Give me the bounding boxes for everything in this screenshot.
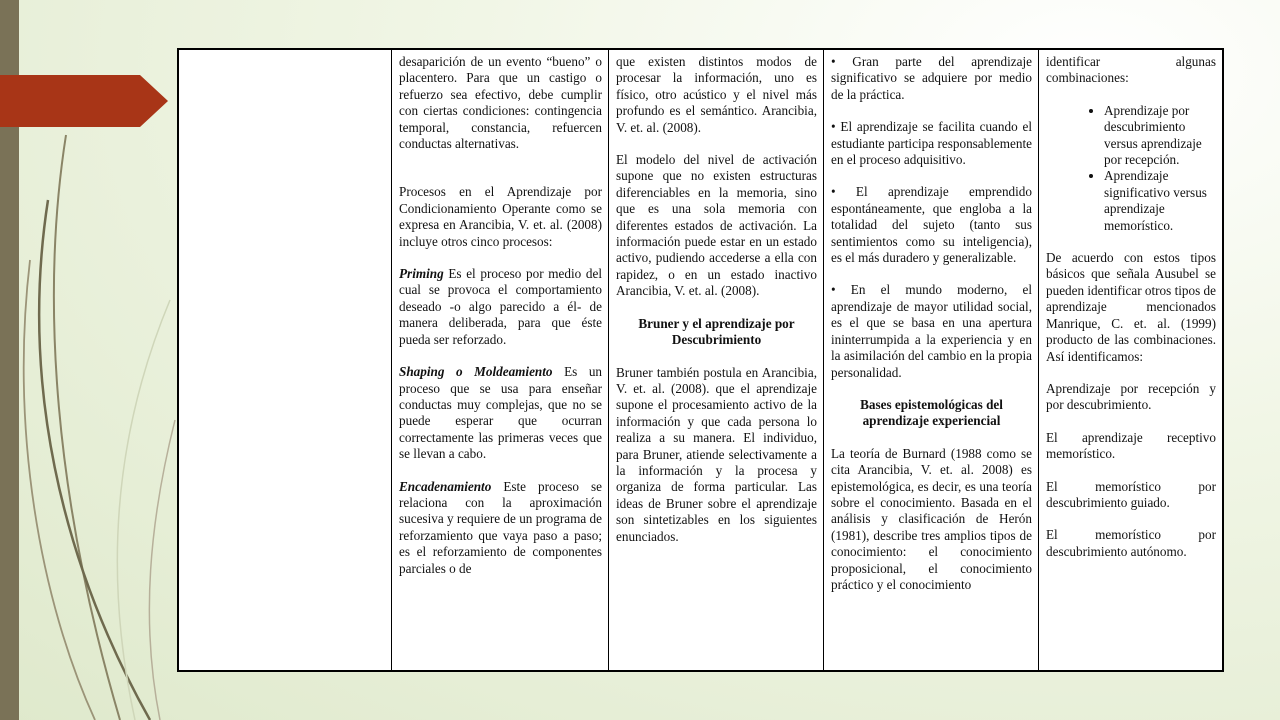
processing-levels-paragraph: que existen distintos modos de procesar la información, uno es físico, otro acústico y el nivel más profundo es el semántico. Arancibia, V. et. al. (2008). <box>616 54 817 135</box>
shaping-paragraph <box>399 364 602 462</box>
table-column-5 <box>1039 50 1222 670</box>
red-arrow-shape <box>0 75 168 127</box>
combinations-intro: identificar algunas combinaciones: <box>1046 54 1216 86</box>
ausubel-paragraph: De acuerdo con estos tipos básicos que señala Ausubel se pueden identificar otros tipos de aprendizaje mencionados Manrique, C. et. al. (1999) producto de las combinaciones. Así identificamos: <box>1046 250 1216 364</box>
chaining-term: Encadenamiento <box>399 478 492 494</box>
bruner-paragraph: Bruner también postula en Arancibia, V. et. al. (2008). que el aprendizaje supone el procesamiento activo de la información y que cada persona lo realiza a su manera. El individuo, para Bruner, atiende selectivamente a la información y la procesa y organiza de forma particular. Las ideas de Bruner sobre el aprendizaje son sintetizables en los siguientes enunciados. <box>616 364 817 544</box>
table-column-3 <box>609 50 824 670</box>
table-column-4 <box>824 50 1039 670</box>
chaining-text: Este proceso se relaciona con la aproximación sucesiva y requiere de un programa de reforzamiento que vaya paso a paso; es el reforzamiento de componentes parciales o de <box>399 478 602 576</box>
priming-paragraph <box>399 266 602 348</box>
priming-term: Priming <box>399 266 444 282</box>
bullet-spontaneous: • El aprendizaje emprendido espontáneamente, que engloba a la totalidad del sujeto (tanto sus sentimientos como su inteligencia), es el más duradero y generalizable. <box>831 184 1032 266</box>
combinations-list <box>1046 103 1216 234</box>
content-table <box>177 48 1224 672</box>
list-item: • Aprendizaje significativo versus aprendizaje memorístico. <box>1104 168 1216 234</box>
shaping-term: Shaping o Moldeamiento <box>399 364 553 380</box>
bullet-participation: • El aprendizaje se facilita cuando el estudiante participa responsablemente en el proceso adquisitivo. <box>831 119 1032 168</box>
bullet-practice: • Gran parte del aprendizaje significativo se adquiere por medio de la práctica. <box>831 54 1032 102</box>
activation-model-paragraph: El modelo del nivel de activación supone que no existen estructuras diferenciables en la memoria, sino que es una sola memoria con diferentes estados de activación. La información puede estar en un estado activo, pudiendo accederse a ella con rapidez, o en un estado inactivo Arancibia, V. et. al. (2008). <box>616 152 817 299</box>
type-autonomous-discovery: El memorístico por descubrimiento autónomo. <box>1046 527 1216 559</box>
bruner-heading: Bruner y el aprendizaje por Descubrimiento <box>638 315 795 348</box>
bullet-modern-world: • En el mundo moderno, el aprendizaje de mayor utilidad social, es el que se basa en una apertura ininterrumpida a la experiencia y en la asimilación del cambio en la propia personalidad. <box>831 282 1032 380</box>
priming-text: Es el proceso por medio del cual se provoca el comportamiento deseado -o algo parecido a él- de manera deliberada, para que éste pueda ser reforzado. <box>399 266 602 347</box>
table-column-2 <box>392 50 609 670</box>
burnard-paragraph: La teoría de Burnard (1988 como se cita Arancibia, V. et. al. 2008) es epistemológica, es decir, es una teoría sobre el conocimiento. Basada en el análisis y clasificación de Herón (1981), describe tres amplios tipos de conocimiento: el conocimiento proposicional, el conocimiento práctico y el conocimiento <box>831 445 1032 592</box>
type-reception-discovery: Aprendizaje por recepción y por descubrimiento. <box>1046 380 1216 413</box>
shaping-text: Es un proceso que se usa para enseñar conductas muy complejas, que no se puede esperar que ocurran correctamente las primeras veces que se llevan a cabo. <box>399 364 602 462</box>
type-guided-discovery: El memorístico por descubrimiento guiado. <box>1046 478 1216 510</box>
epistemological-heading: Bases epistemológicas del aprendizaje experiencial <box>860 396 1003 429</box>
operant-processes-paragraph: Procesos en el Aprendizaje por Condicionamiento Operante como se expresa en Arancibia, V. et. al. (2008) incluye otros cinco procesos: <box>399 184 602 249</box>
list-item: • Aprendizaje por descubrimiento versus aprendizaje por recepción. <box>1104 103 1216 169</box>
chaining-paragraph <box>399 479 602 577</box>
type-receptive-rote: El aprendizaje receptivo memorístico. <box>1046 429 1216 462</box>
reinforcement-paragraph: desaparición de un evento “bueno” o placentero. Para que un castigo o refuerzo sea efectivo, debe cumplir con ciertas condiciones: contingencia temporal, constancia, refuercen conductas alternativas. <box>399 54 602 152</box>
table-column-1 <box>179 50 392 670</box>
